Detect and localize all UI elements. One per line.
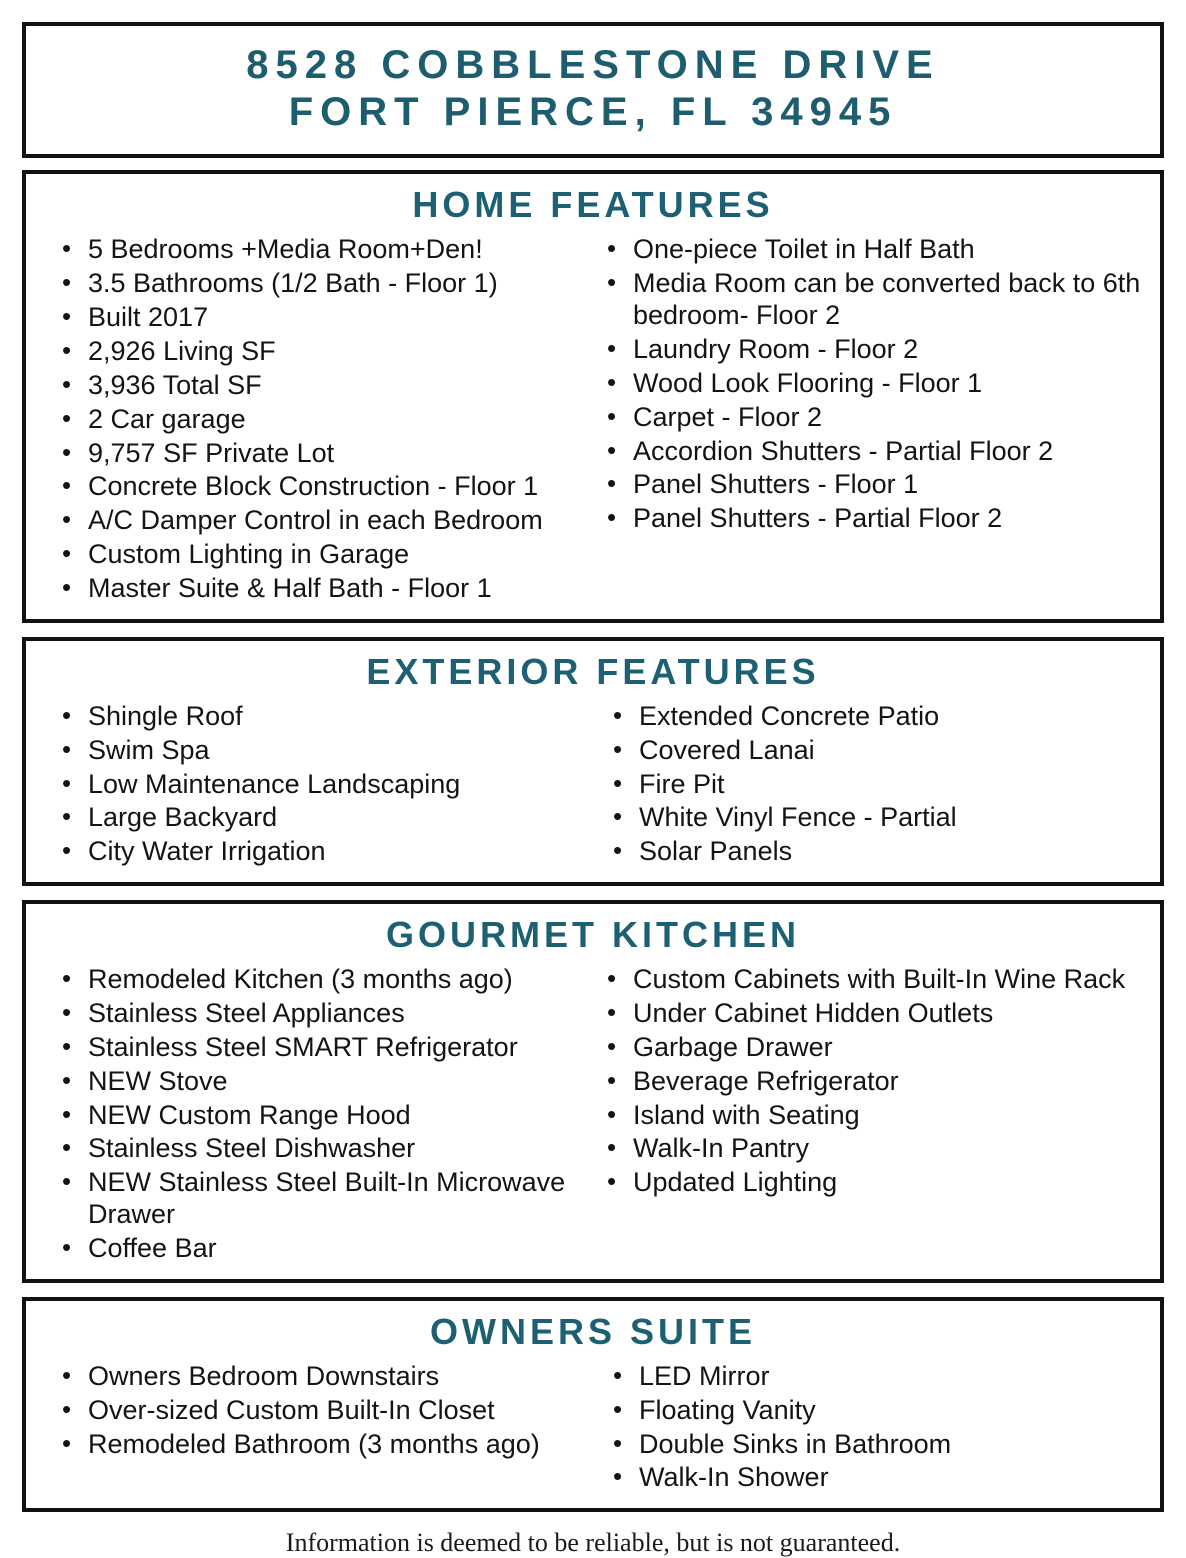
list-item: • Owners Bedroom Downstairs: [88, 1361, 593, 1395]
home-features-right-list: [593, 234, 1150, 537]
home-features-right-column: [593, 234, 1150, 537]
section-title-home-features: HOME FEATURES: [412, 184, 774, 226]
list-item: • Swim Spa: [88, 735, 593, 769]
section-home-features: [22, 170, 1164, 622]
list-item: • Coffee Bar: [88, 1233, 593, 1267]
list-item: • 2,926 Living SF: [88, 336, 593, 370]
list-item: • A/C Damper Control in each Bedroom: [88, 505, 593, 539]
gourmet-kitchen-left-list: [36, 964, 593, 1267]
list-item: • 5 Bedrooms +Media Room+Den!: [88, 234, 593, 268]
list-item: • 3.5 Bathrooms (1/2 Bath - Floor 1): [88, 268, 593, 302]
list-item: • Garbage Drawer: [633, 1032, 1150, 1066]
list-item: • Panel Shutters - Floor 1: [633, 469, 1150, 503]
list-item: • Custom Cabinets with Built-In Wine Rack: [633, 964, 1150, 998]
list-item: • 3,936 Total SF: [88, 370, 593, 404]
list-item: • Low Maintenance Landscaping: [88, 769, 593, 803]
list-item: • Master Suite & Half Bath - Floor 1: [88, 573, 593, 607]
list-item: • Beverage Refrigerator: [633, 1066, 1150, 1100]
owners-suite-right-list: [593, 1361, 1150, 1496]
gourmet-kitchen-right-list: [593, 964, 1150, 1201]
list-item: • Accordion Shutters - Partial Floor 2: [633, 436, 1150, 470]
list-item: • Remodeled Kitchen (3 months ago): [88, 964, 593, 998]
list-item: • Large Backyard: [88, 802, 593, 836]
section-owners-suite: [22, 1297, 1164, 1512]
list-item: • Built 2017: [88, 302, 593, 336]
address-panel: [22, 22, 1164, 158]
list-item: • Stainless Steel SMART Refrigerator: [88, 1032, 593, 1066]
section-title-owners-suite: OWNERS SUITE: [429, 1310, 756, 1352]
list-item: • Under Cabinet Hidden Outlets: [633, 998, 1150, 1032]
owners-suite-columns: [36, 1361, 1150, 1496]
list-item: • Media Room can be converted back to 6th bedroom- Floor 2: [633, 268, 1150, 334]
address-line-1: 8528 COBBLESTONE DRIVE: [246, 43, 940, 87]
list-item: • NEW Stainless Steel Built-In Microwave Drawer: [88, 1167, 593, 1233]
list-item: • Shingle Roof: [88, 701, 593, 735]
list-item: • NEW Stove: [88, 1066, 593, 1100]
list-item: • Double Sinks in Bathroom: [639, 1429, 1150, 1463]
section-title-gourmet-kitchen: GOURMET KITCHEN: [386, 914, 800, 956]
list-item: • Remodeled Bathroom (3 months ago): [88, 1429, 593, 1463]
list-item: • Floating Vanity: [639, 1395, 1150, 1429]
section-gourmet-kitchen: [22, 900, 1164, 1283]
list-item: • Stainless Steel Dishwasher: [88, 1133, 593, 1167]
home-features-columns: [36, 234, 1150, 606]
list-item: • Fire Pit: [639, 769, 1150, 803]
list-item: • One-piece Toilet in Half Bath: [633, 234, 1150, 268]
owners-suite-left-column: [36, 1361, 593, 1463]
list-item: • Laundry Room - Floor 2: [633, 334, 1150, 368]
list-item: • Stainless Steel Appliances: [88, 998, 593, 1032]
exterior-features-right-list: [593, 701, 1150, 870]
owners-suite-right-column: [593, 1361, 1150, 1496]
gourmet-kitchen-left-column: [36, 964, 593, 1267]
exterior-features-columns: [36, 701, 1150, 870]
exterior-features-right-column: [593, 701, 1150, 870]
owners-suite-left-list: [36, 1361, 593, 1463]
list-item: • Walk-In Pantry: [633, 1133, 1150, 1167]
list-item: • Panel Shutters - Partial Floor 2: [633, 503, 1150, 537]
exterior-features-left-column: [36, 701, 593, 870]
home-features-left-column: [36, 234, 593, 606]
list-item: • Concrete Block Construction - Floor 1: [88, 471, 593, 505]
list-item: • Solar Panels: [639, 836, 1150, 870]
list-item: • Over-sized Custom Built-In Closet: [88, 1395, 593, 1429]
list-item: • City Water Irrigation: [88, 836, 593, 870]
section-exterior-features: [22, 637, 1164, 886]
list-item: • Covered Lanai: [639, 735, 1150, 769]
list-item: • 9,757 SF Private Lot: [88, 438, 593, 472]
list-item: • LED Mirror: [639, 1361, 1150, 1395]
list-item: • Updated Lighting: [633, 1167, 1150, 1201]
list-item: • White Vinyl Fence - Partial: [639, 802, 1150, 836]
gourmet-kitchen-right-column: [593, 964, 1150, 1201]
gourmet-kitchen-columns: [36, 964, 1150, 1267]
list-item: • NEW Custom Range Hood: [88, 1100, 593, 1134]
home-features-left-list: [36, 234, 593, 606]
address-line-2: FORT PIERCE, FL 34945: [288, 90, 898, 135]
exterior-features-left-list: [36, 701, 593, 870]
list-item: • Wood Look Flooring - Floor 1: [633, 368, 1150, 402]
list-item: • Walk-In Shower: [639, 1462, 1150, 1496]
list-item: • Carpet - Floor 2: [633, 402, 1150, 436]
list-item: • Island with Seating: [633, 1100, 1150, 1134]
list-item: • Custom Lighting in Garage: [88, 539, 593, 573]
list-item: • 2 Car garage: [88, 404, 593, 438]
disclaimer-text: Information is deemed to be reliable, but is not guaranteed.: [285, 1528, 901, 1558]
section-title-exterior-features: EXTERIOR FEATURES: [366, 650, 820, 692]
list-item: • Extended Concrete Patio: [639, 701, 1150, 735]
